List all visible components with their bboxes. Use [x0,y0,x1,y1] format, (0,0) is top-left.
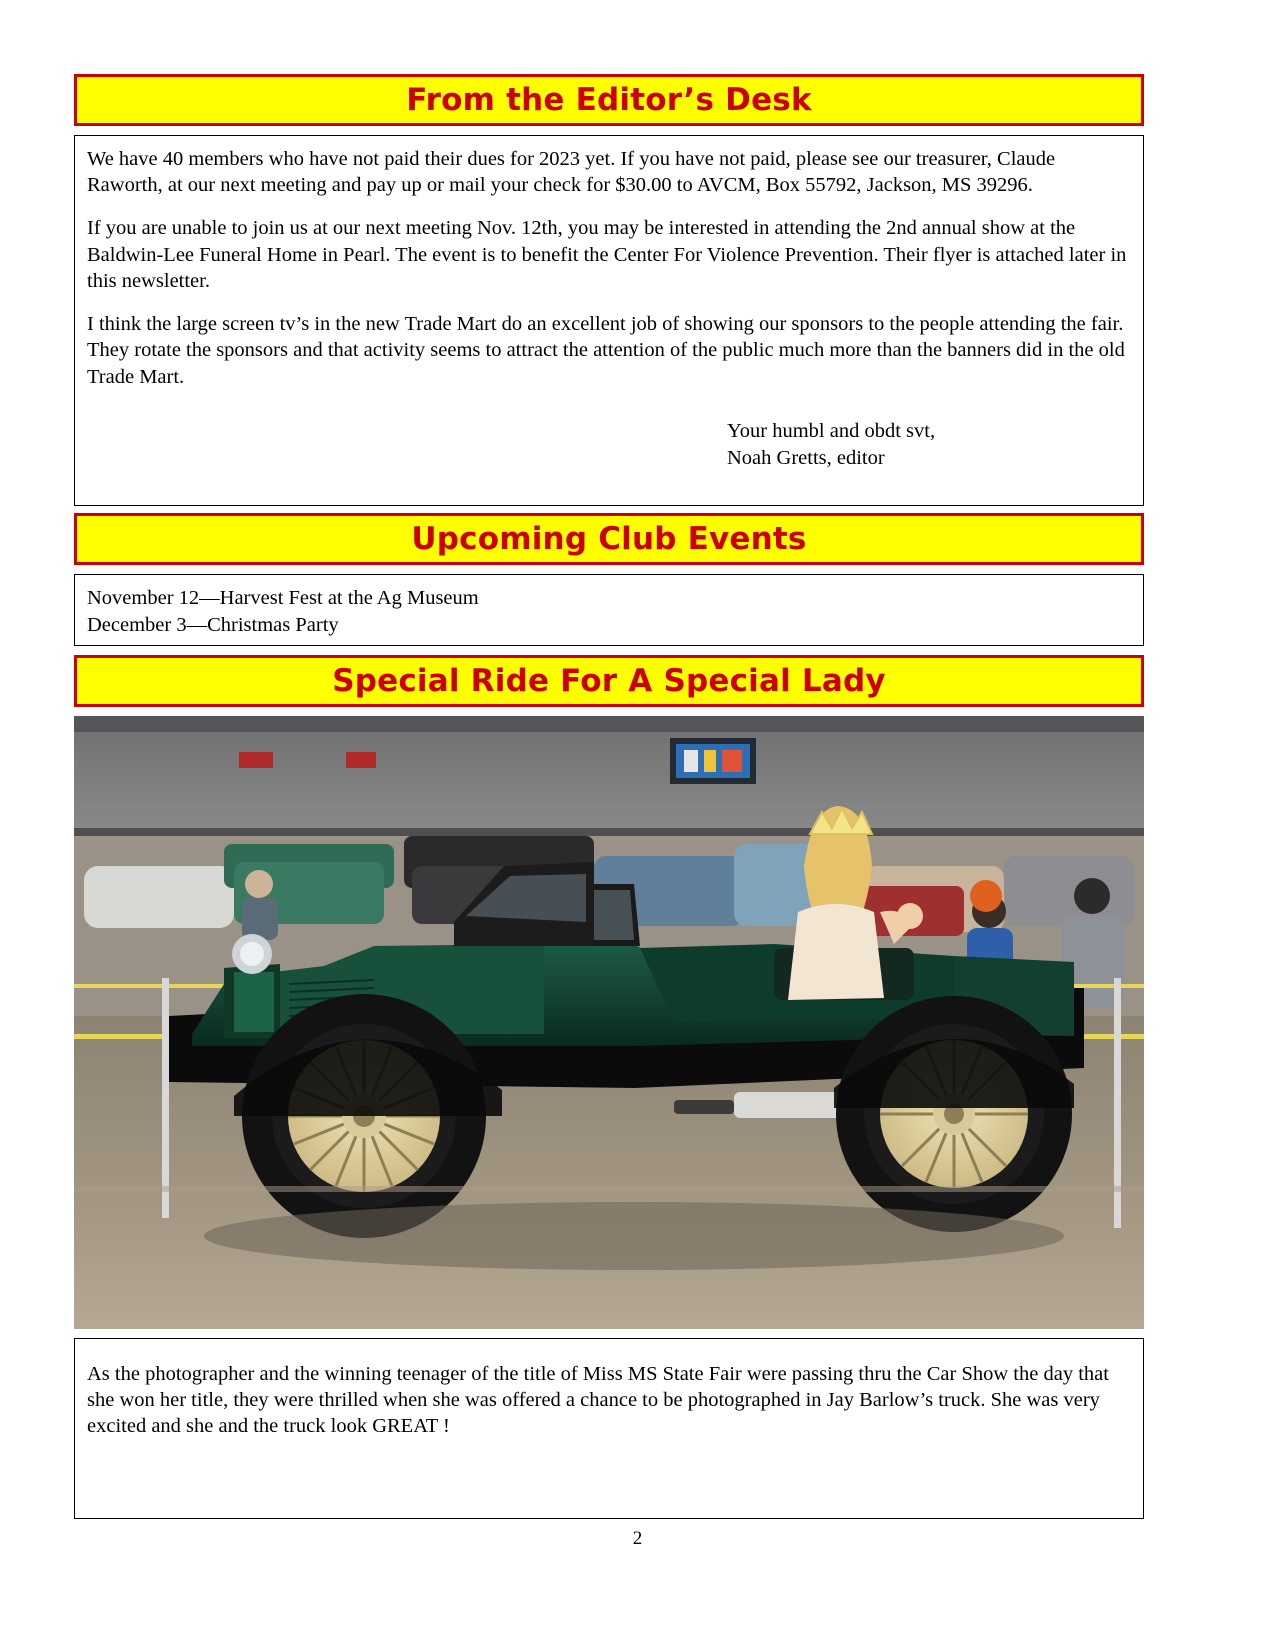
car-show-photo-illustration [74,716,1144,1329]
event-item: November 12—Harvest Fest at the Ag Museum [87,587,479,609]
editors-desk-body [74,135,1144,506]
signature-line-2: Noah Gretts, editor [727,446,885,469]
upcoming-events-body [74,574,1144,646]
signature-line-1: Your humbl and obdt svt, [727,419,936,442]
special-ride-photo [74,716,1144,1329]
page-number: 2 [632,1528,643,1549]
special-ride-caption [74,1338,1144,1519]
editor-paragraph-1: We have 40 members who have not paid their dues for 2023 yet. If you have not paid, please see our treasurer, Claude Raworth, at our next meeting and pay up or mail your check for $30.00 to AVCM, Box 55792, Jackson, MS 39296. [87,148,1056,197]
editor-signature [727,418,1131,471]
event-item: December 3—Christmas Party [87,614,339,637]
caption-paragraph: As the photographer and the winning teenager of the title of Miss MS State Fair were passing thru the Car Show the day that she won her title, they were thrilled when she was offered a chance to be photographed in Jay Barlow’s truck. She was very excited and she and the truck look GREAT ! [87,1363,1109,1438]
section-heading-special-ride: Special Ride For A Special Lady [74,655,1144,707]
editor-paragraph-3: I think the large screen tv’s in the new Trade Mart do an excellent job of showing our sponsors to the people attending the fair. They rotate the sponsors and that activity seems to attract the attention of the public much more than the banners did in the old Trade Mart. [87,313,1125,388]
section-heading-upcoming-club-events: Upcoming Club Events [74,513,1144,565]
section-heading-editors-desk: From the Editor’s Desk [74,74,1144,126]
editor-paragraph-2: If you are unable to join us at our next meeting Nov. 12th, you may be interested in attending the 2nd annual show at the Baldwin-Lee Funeral Home in Pearl. The event is to benefit the Center For Violence Prevention. Their flyer is attached later in this newsletter. [87,217,1127,292]
